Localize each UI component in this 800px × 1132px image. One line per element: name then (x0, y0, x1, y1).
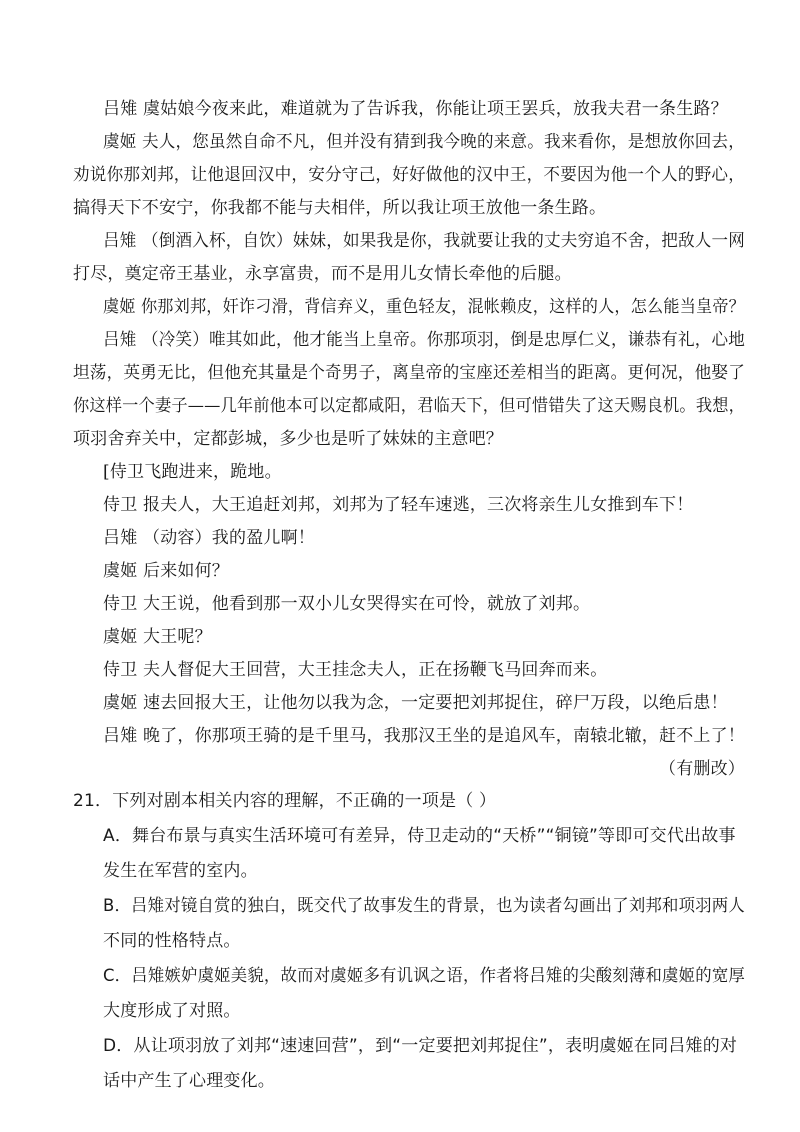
option-b: B．吕雉对镜自赏的独白，既交代了故事发生的背景，也为读者勾画出了刘邦和项羽两人 (103, 896, 745, 916)
script-line: 吕雉 虞姑娘今夜来此，难道就为了告诉我，你能让项王罢兵，放我夫君一条生路？ (103, 99, 728, 119)
option-d: D．从让项羽放了刘邦“速速回营”，到“一定要把刘邦捉住”，表明虞姬在同吕雉的对 (103, 1036, 738, 1056)
script-line: 坦荡，英勇无比，但他充其量是个奇男子，离皇帝的宝座还差相当的距离。更何况，他娶了 (73, 363, 745, 383)
script-line: 你这样一个妻子——几年前他本可以定都咸阳，君临天下，但可惜错失了这天赐良机。我想， (73, 396, 745, 416)
option-c-cont: 大度形成了对照。 (103, 1001, 241, 1021)
option-c: C．吕雉嫉妒虞姬美貌，故而对虞姬多有讥讽之语，作者将吕雉的尖酸刻薄和虞姬的宽厚 (103, 966, 745, 986)
script-line: 项羽舍弃关中，定都彭城，多少也是听了妹妹的主意吧？ (73, 429, 503, 449)
script-line: 吕雉 晚了，你那项王骑的是千里马，我那汉王坐的是追风车，南辕北辙，赶不上了！ (103, 726, 745, 746)
option-b-cont: 不同的性格特点。 (103, 931, 241, 951)
script-line: 侍卫 大王说，他看到那一双小儿女哭得实在可怜，就放了刘邦。 (103, 594, 591, 614)
script-line: 搞得天下不安宁，你我都不能与夫相伴，所以我让项王放他一条生路。 (73, 198, 607, 218)
script-line: 劝说你那刘邦，让他退回汉中，安分守己，好好做他的汉中王，不要因为他一个人的野心， (73, 165, 745, 185)
script-line: 侍卫 夫人督促大王回营，大王挂念夫人，正在扬鞭飞马回奔而来。 (103, 660, 608, 680)
option-a: A．舞台布景与真实生活环境可有差异，侍卫走动的“天桥”“铜镜”等即可交代出故事 (103, 826, 736, 846)
script-line: 虞姬 夫人，您虽然自命不凡，但并没有猜到我今晚的来意。我来看你，是想放你回去， (103, 132, 745, 152)
question-stem: 21．下列对剧本相关内容的理解，不正确的一项是（ ） (73, 791, 497, 811)
script-line: 虞姬 速去回报大王，让他勿以我为念，一定要把刘邦捉住，碎尸万段，以绝后患！ (103, 693, 728, 713)
script-line: 虞姬 大王呢？ (103, 627, 212, 647)
option-a-cont: 发生在军营的室内。 (103, 861, 258, 881)
script-line: 虞姬 后来如何？ (103, 561, 230, 581)
option-d-cont: 话中产生了心理变化。 (103, 1071, 275, 1091)
script-line: 吕雉 （倒酒入杯，自饮）妹妹，如果我是你，我就要让我的丈夫穷追不舍，把敌人一网 (103, 231, 745, 251)
script-line: 侍卫 报夫人，大王追赶刘邦，刘邦为了轻车速逃，三次将亲生儿女推到车下！ (103, 495, 694, 515)
stage-direction: [侍卫飞跑进来，跪地。 (103, 462, 282, 482)
script-line: 打尽，奠定帝王基业，永享富贵，而不是用儿女情长牵他的后腿。 (73, 264, 572, 284)
source-note: （有删改） (659, 759, 745, 779)
script-line: 虞姬 你那刘邦，奸诈刁滑，背信弃义，重色轻友，混帐赖皮，这样的人，怎么能当皇帝？ (103, 297, 745, 317)
script-line: 吕雉 （动容）我的盈儿啊！ (103, 528, 316, 548)
script-line: 吕雉 （冷笑）唯其如此，他才能当上皇帝。你那项羽，倒是忠厚仁义，谦恭有礼，心地 (103, 330, 745, 350)
